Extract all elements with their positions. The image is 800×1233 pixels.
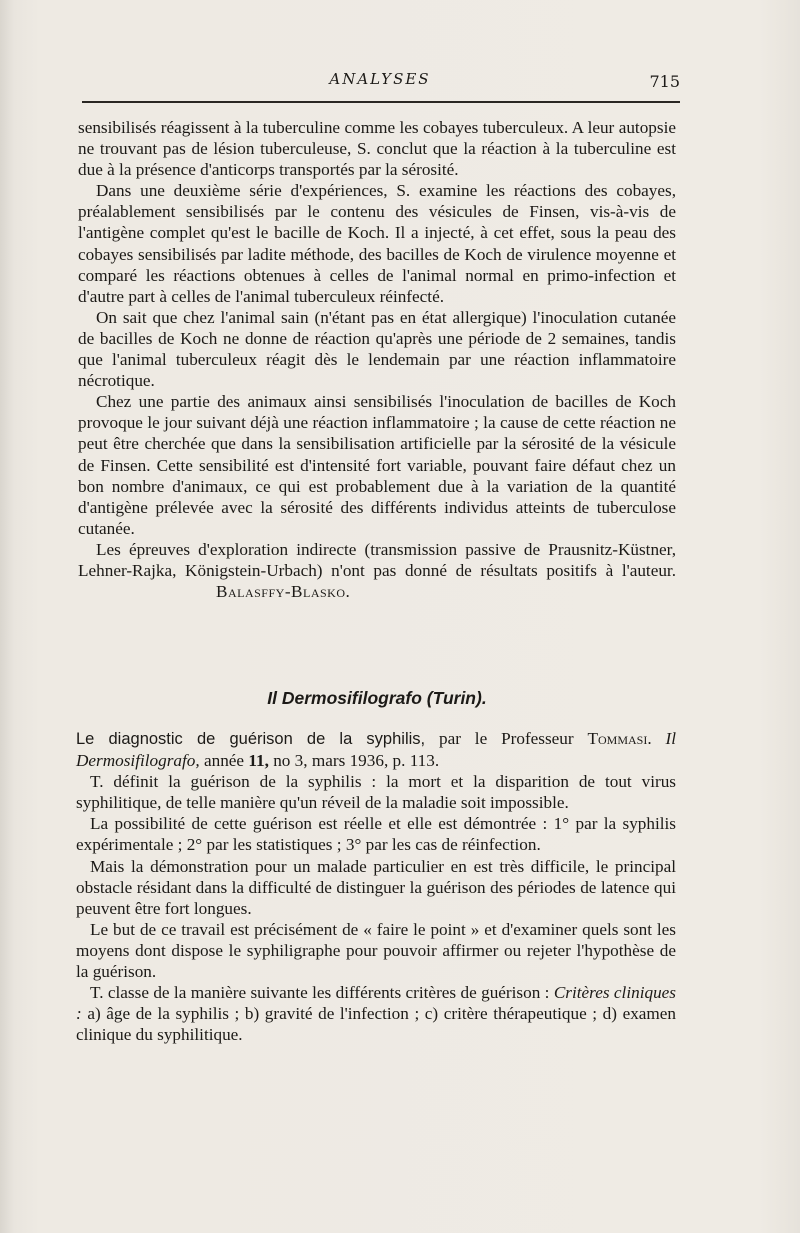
journal-name: Il Dermosifilografo,	[76, 729, 677, 771]
criteria-paragraph	[76, 982, 676, 1045]
article-by: par le Professeur	[438, 729, 574, 748]
issue: no 3, mars 1936, p. 113.	[273, 751, 440, 771]
article-paragraph: Le but de ce travail est précisément de « faire le point » et d'examiner quels sont les moyens dont dispose le syphiligraphe pour pouvoir affirmer ou rejeter l'hypothèse de la guérison.	[76, 919, 676, 982]
article	[76, 728, 676, 1045]
article-author: Tommasi.	[587, 729, 652, 748]
header-rule	[82, 101, 680, 103]
article-paragraph: Mais la démonstration pour un malade particulier en est très difficile, le principal obstacle résidant dans la difficulté de distinguer la guérison des périodes de latence qui peuvent être fort longues.	[76, 856, 676, 918]
running-title: ANALYSES	[329, 70, 431, 88]
running-header	[80, 70, 680, 94]
article-paragraph: T. définit la guérison de la syphilis : la mort et la disparition de tout virus syphilitique, de telle manière qu'un réveil de la maladie soit impossible.	[76, 772, 676, 813]
criteria-list: a) âge de la syphilis ; b) gravité de l'infection ; c) critère thérapeutique ; d) examen clinique du syphilitique.	[76, 1004, 677, 1045]
paragraph: Dans une deuxième série d'expériences, S. examine les réactions des cobayes, préalablement sensibilisés par le contenu des vésicules de Finsen, vis-à-vis de l'antigène complet qu'est le bacille de Koch. Il a injecté, à cet effet, sous la peau des cobayes sensibilisés par ladite méthode, des bacilles de Koch de virulence moyenne et comparé les réactions obtenues à celles de l'animal normal en primo-infection et d'autre part à celles de l'animal tuberculeux réinfecté.	[78, 181, 676, 306]
volume: 11,	[248, 751, 269, 771]
paragraph: On sait que chez l'animal sain (n'étant pas en état allergique) l'inoculation cutanée de bacilles de Koch ne donne de réaction qu'après une période de 2 semaines, tandis que l'animal tuberculeux réagit dès le lendemain par une réaction inflammatoire nécrotique.	[78, 307, 676, 391]
article-citation	[76, 728, 676, 771]
page-number: 715	[649, 72, 680, 91]
closing-paragraph-text: Les épreuves d'exploration indirecte (transmission passive de Prausnitz-Küstner, Lehner-Rajka, Königstein-Urbach) n'ont pas donné de résultats positifs à l'auteur.	[78, 539, 676, 580]
criteria-label: Critères cliniques :	[76, 983, 676, 1024]
article-paragraph: La possibilité de cette guérison est réelle et elle est démontrée : 1° par la syphilis expérimentale ; 2° par les statistiques ; 3° par les cas de réinfection.	[76, 814, 676, 855]
year-label: année	[203, 751, 245, 771]
paragraph: Chez une partie des animaux ainsi sensibilisés l'inoculation de bacilles de Koch provoque le jour suivant déjà une réaction inflammatoire ; la cause de cette réaction ne peut être cherchée que dans la sensibilisation artificielle par la sérosité de la vésicule de Finsen. Cette sensibilité est d'intensité fort variable, pouvant faire défaut chez un bon nombre d'animaux, ce qui est probablement due à la variation de la quantité d'antigène prélevée avec la sérosité des différents individus atteints de tuberculose cutanée.	[78, 392, 676, 538]
criteria-intro: T. classe de la manière suivante les différents critères de guérison :	[90, 983, 550, 1003]
author-signature: Balasffy-Blasko.	[216, 582, 351, 602]
paragraph: sensibilisés réagissent à la tuberculine comme les cobayes tuberculeux. A leur autopsie ne trouvant pas de lésion tuberculeuse, S. conclut que la réaction à la tuberculine est due à la présence d'anticorps transportés par la sérosité.	[78, 118, 676, 180]
section-heading: Il Dermosifilografo (Turin).	[267, 688, 487, 708]
article-title: Le diagnostic de guérison de la syphilis,	[76, 730, 426, 748]
body-text	[78, 117, 676, 602]
closing-paragraph	[78, 539, 676, 602]
